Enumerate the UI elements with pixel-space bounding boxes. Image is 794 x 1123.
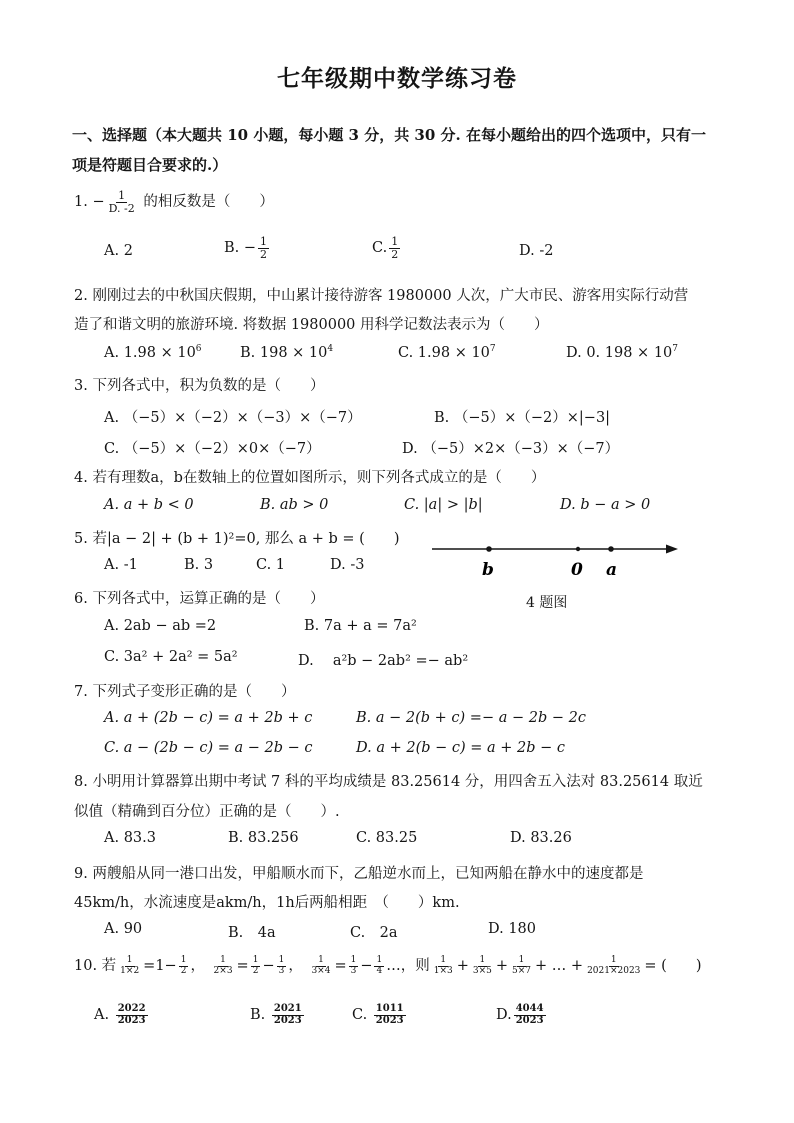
question-4-stem: 4. 若有理数a，b在数轴上的位置如图所示，则下列各式成立的是（ ） — [74, 470, 546, 486]
question-7-option-a[interactable]: A. a + (2b − c) = a + 2b + c — [104, 710, 313, 726]
label-a: a — [606, 560, 618, 580]
question-10-option-b[interactable]: B. $\frac{2021}{2023}$ — [250, 1003, 302, 1026]
question-5-option-d[interactable]: D. -3 — [330, 557, 365, 573]
question-3-option-c[interactable]: C. （−5）×（−2）×0×（−7） — [104, 441, 321, 457]
question-2-option-d[interactable]: D. 0. $198 \times 10^7$ — [566, 344, 678, 361]
point-b — [486, 546, 492, 552]
question-4-option-d[interactable]: D. b − a > 0 — [560, 497, 651, 513]
question-4-option-a[interactable]: A. a + b < 0 — [104, 497, 194, 513]
question-8-option-d[interactable]: D. 83.26 — [510, 830, 572, 846]
question-7-option-b[interactable]: B. a − 2(b + c) =− a − 2b − 2c — [356, 710, 586, 726]
number-line-figure — [428, 536, 684, 586]
question-8-option-c[interactable]: C. 83.25 — [356, 830, 418, 846]
question-9-option-d[interactable]: D. 180 — [488, 921, 537, 937]
question-5-option-c[interactable]: C. 1 — [256, 557, 286, 573]
question-6-option-a[interactable]: A. 2ab − ab =2 — [104, 618, 217, 634]
question-8-line1: 8. 小明用计算器算出期中考试 7 科的平均成绩是 83.25614 分，用四舍五入法对 83.25614 取近 — [74, 774, 703, 790]
question-3-option-a[interactable]: A. （−5）×（−2）×（−3）×（−7） — [104, 410, 362, 426]
question-6-option-b[interactable]: B. 7a + a = 7a² — [304, 618, 417, 634]
question-9-option-b[interactable]: B. 4a — [228, 925, 276, 941]
question-8-line2: 似值（精确到百分位）正确的是（ ）. — [74, 804, 340, 820]
question-9-option-a[interactable]: A. 90 — [104, 921, 143, 937]
question-5-stem: 5. 若|a − 2| + (b + 1)²=0, 那么 a + b = ( ) — [74, 531, 400, 547]
question-9-option-c[interactable]: C. 2a — [350, 925, 398, 941]
question-10-stem: 10. 若 $\frac{1}{1\times 2}$ =1− $\frac{1}{2}$ ， $\frac{1}{2\times 3}$ = $\frac{1}{2}$ − $\frac{1}{3}$ ， $\frac{1}{3\times 4}$ = $\frac{1}{3}$ − $\frac{1}{4}$ …，则 $\frac{1}{1\times 3}$ + $\frac{1}{3\times 5}$ + $\frac{1}{5\times 7}$ + … + $\frac{1}{2021\times 2023}$ = ( ) — [74, 955, 702, 976]
question-8-option-a[interactable]: A. 83.3 — [104, 830, 156, 846]
page-title: 七年级期中数学练习卷 — [277, 65, 517, 92]
question-7-option-c[interactable]: C. a − (2b − c) = a − 2b − c — [104, 740, 313, 756]
question-3-option-d[interactable]: D. （−5）×2×（−3）×（−7） — [402, 441, 620, 457]
question-7-stem: 7. 下列式子变形正确的是（ ） — [74, 684, 296, 700]
point-zero — [576, 547, 580, 551]
question-1-option-d[interactable]: D. -2 — [519, 243, 554, 259]
question-6-stem: 6. 下列各式中，运算正确的是（ ） — [74, 591, 325, 607]
question-2-option-a[interactable]: A. $1.98 \times 10^6$ — [104, 344, 202, 361]
question-1-stem: 1. − $\frac{1}{D. -2}$ 的相反数是（ ） — [74, 189, 274, 215]
question-2-line2: 造了和谐文明的旅游环境. 将数据 1980000 用科学记数法表示为（ ） — [74, 317, 549, 333]
question-3-option-b[interactable]: B. （−5）×（−2）×|−3| — [434, 410, 611, 426]
question-9-line1: 9. 两艘船从同一港口出发，甲船顺水而下，乙船逆水而上，已知两船在静水中的速度都是 — [74, 866, 644, 882]
question-10-option-c[interactable]: C. $\frac{1011}{2023}$ — [352, 1003, 404, 1026]
question-4-option-c[interactable]: C. |a| > |b| — [404, 497, 483, 513]
question-6-option-d[interactable]: D. a²b − 2ab² =− ab² — [298, 653, 469, 669]
question-1-option-c[interactable]: C. $\frac{1}{2}$ — [372, 235, 399, 261]
question-7-option-d[interactable]: D. a + 2(b − c) = a + 2b − c — [356, 740, 566, 756]
question-2-option-b[interactable]: B. $198 \times 10^4$ — [240, 344, 334, 361]
question-8-option-b[interactable]: B. 83.256 — [228, 830, 299, 846]
question-2-line1: 2. 刚刚过去的中秋国庆假期，中山累计接待游客 1980000 人次，广大市民、游客用实际行动营 — [74, 288, 689, 304]
question-6-option-c[interactable]: C. 3a² + 2a² = 5a² — [104, 649, 238, 665]
question-10-option-a[interactable]: A. $\frac{2022}{2023}$ — [94, 1003, 146, 1026]
question-10-option-d[interactable]: D. $\frac{4044}{2023}$ — [496, 1003, 544, 1026]
question-9-line2: 45km/h，水流速度是akm/h，1h后两船相距 （ ）km. — [74, 895, 460, 911]
question-2-option-c[interactable]: C. $1.98 \times 10^7$ — [398, 344, 496, 361]
question-1-option-a[interactable]: A. 2 — [104, 243, 133, 259]
section-heading-line2: 项是符题目合要求的.） — [72, 156, 228, 174]
label-b: b — [482, 560, 494, 580]
number-line-arrow — [666, 545, 678, 554]
question-1-option-b[interactable]: B. − $\frac{1}{2}$ — [224, 235, 268, 261]
question-3-stem: 3. 下列各式中，积为负数的是（ ） — [74, 378, 325, 394]
point-a — [608, 546, 614, 552]
section-heading-line1: 一、选择题（本大题共 10 小题，每小题 3 分，共 30 分. 在每小题给出的四个选项中，只有一 — [72, 126, 706, 144]
question-4-option-b[interactable]: B. ab > 0 — [260, 497, 329, 513]
question-5-option-a[interactable]: A. -1 — [104, 557, 138, 573]
question-5-option-b[interactable]: B. 3 — [184, 557, 214, 573]
label-zero: 0 — [571, 560, 583, 580]
figure-caption: 4 题图 — [526, 595, 568, 611]
